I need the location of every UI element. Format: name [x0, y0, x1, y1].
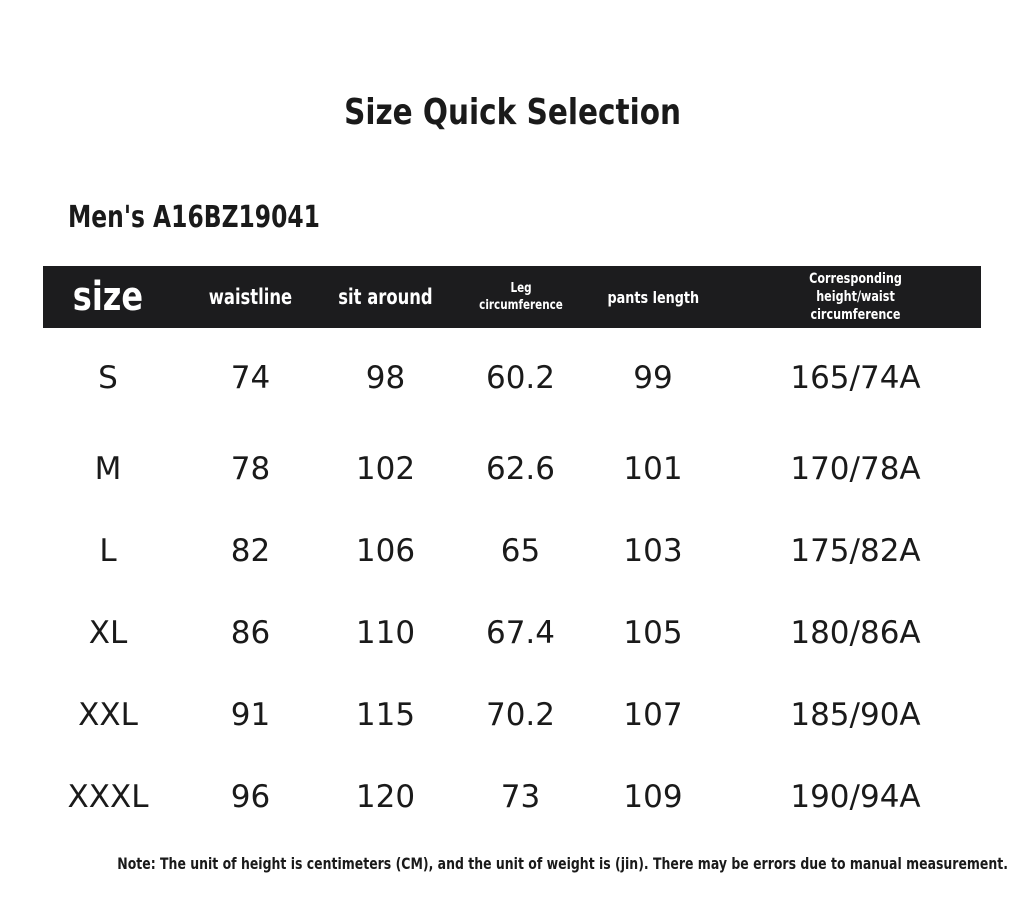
cell-sit-around: 98 — [365, 360, 406, 396]
header-sit-around: sit around — [338, 285, 433, 309]
header-corresponding-height-waist: Corresponding height/waist circumference — [809, 271, 902, 323]
header-leg-circumference: Leg circumference — [478, 281, 563, 313]
size-table — [43, 266, 981, 838]
cell-pants-length: 105 — [623, 615, 683, 651]
cell-sit-around: 120 — [355, 779, 416, 815]
cell-leg-circumference: 65 — [500, 533, 541, 569]
cell-size: S — [98, 360, 118, 396]
cell-size: XXL — [78, 697, 138, 733]
cell-height-waist: 180/86A — [790, 615, 921, 651]
cell-waistline: 91 — [230, 697, 271, 733]
table-row — [43, 328, 981, 428]
cell-leg-circumference: 67.4 — [485, 615, 556, 651]
cell-waistline: 82 — [230, 533, 271, 569]
cell-height-waist: 165/74A — [790, 360, 921, 396]
cell-size: M — [94, 451, 122, 487]
cell-size: XXXL — [67, 779, 149, 815]
cell-pants-length: 101 — [623, 451, 683, 487]
table-row — [43, 674, 981, 756]
cell-height-waist: 185/90A — [790, 697, 921, 733]
table-body — [43, 328, 981, 838]
cell-pants-length: 107 — [623, 697, 683, 733]
cell-pants-length: 103 — [623, 533, 683, 569]
cell-leg-circumference: 60.2 — [485, 360, 556, 396]
cell-waistline: 78 — [230, 451, 271, 487]
product-name: Men's A16BZ19041 — [68, 200, 320, 235]
cell-waistline: 74 — [230, 360, 271, 396]
cell-leg-circumference: 62.6 — [485, 451, 556, 487]
table-row — [43, 592, 981, 674]
cell-leg-circumference: 73 — [500, 779, 541, 815]
table-row — [43, 756, 981, 838]
header-size: size — [72, 274, 144, 320]
cell-waistline: 96 — [230, 779, 271, 815]
page-title: Size Quick Selection — [344, 92, 682, 133]
header-pants-length: pants length — [607, 287, 699, 307]
cell-sit-around: 106 — [355, 533, 416, 569]
cell-leg-circumference: 70.2 — [485, 697, 556, 733]
cell-sit-around: 110 — [355, 615, 416, 651]
cell-pants-length: 109 — [623, 779, 683, 815]
header-waistline: waistline — [208, 285, 293, 309]
cell-height-waist: 175/82A — [790, 533, 921, 569]
cell-pants-length: 99 — [633, 360, 673, 396]
table-header-row — [43, 266, 981, 328]
cell-sit-around: 102 — [355, 451, 416, 487]
table-row — [43, 428, 981, 510]
cell-size: XL — [88, 615, 128, 651]
table-row — [43, 510, 981, 592]
measurement-note: Note: The unit of height is centimeters (CM), and the unit of weight is (jin). There may be errors due to manual measurement. — [117, 854, 1008, 873]
cell-sit-around: 115 — [355, 697, 416, 733]
cell-waistline: 86 — [230, 615, 271, 651]
cell-height-waist: 190/94A — [790, 779, 921, 815]
cell-size: L — [99, 533, 117, 569]
cell-height-waist: 170/78A — [790, 451, 921, 487]
